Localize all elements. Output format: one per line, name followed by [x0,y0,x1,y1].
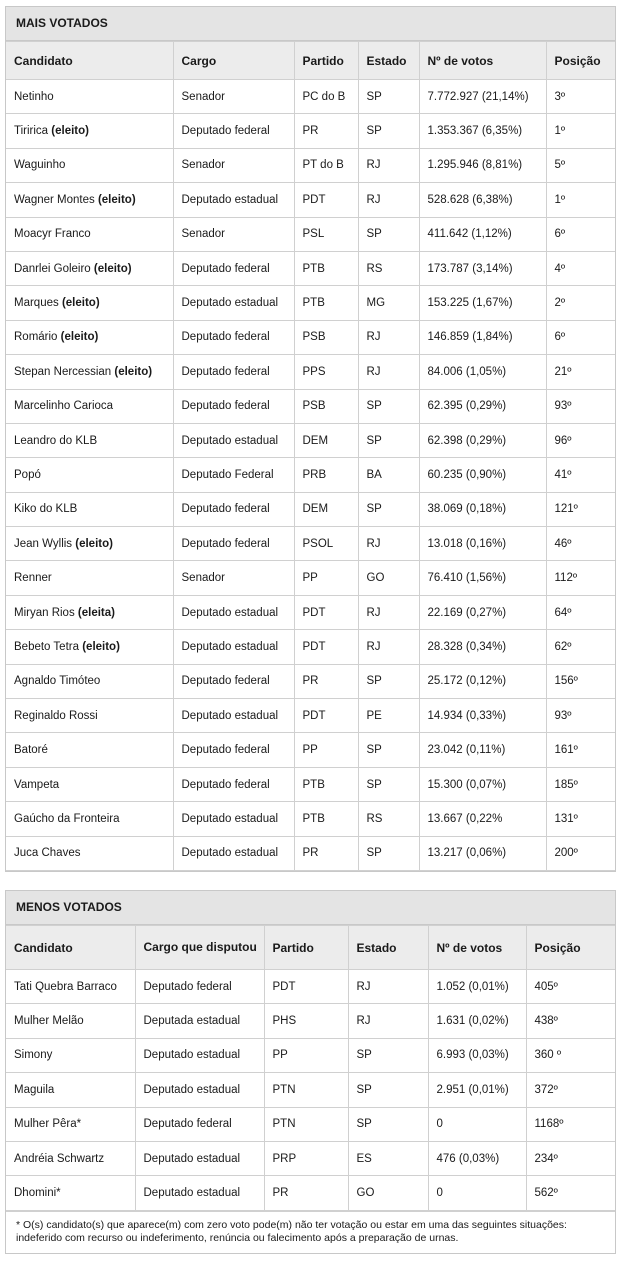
col-header-posicao: Posição [546,42,615,80]
mais-votados-title: MAIS VOTADOS [6,7,615,41]
cell-estado: RJ [348,1004,428,1038]
cell-estado: RJ [348,970,428,1004]
table-row [6,389,615,423]
table-row [6,492,615,526]
cell-votos: 173.787 (3,14%) [419,251,546,285]
cell-estado: RJ [358,630,419,664]
cell-posicao: 96º [546,423,615,457]
cell-estado: RS [358,802,419,836]
cell-votos: 0 [428,1107,526,1141]
cell-cargo: Deputada estadual [135,1004,264,1038]
col-header-votos: Nº de votos [419,42,546,80]
cell-cargo: Deputado Federal [173,458,294,492]
cell-votos: 2.951 (0,01%) [428,1073,526,1107]
candidate-name: Juca Chaves [14,847,81,860]
cell-cargo: Deputado estadual [173,802,294,836]
cell-partido: PTB [294,802,358,836]
cell-partido: PR [294,836,358,870]
cell-estado: RJ [358,148,419,182]
cell-cargo: Deputado estadual [173,286,294,320]
cell-votos: 14.934 (0,33%) [419,699,546,733]
cell-posicao: 200º [546,836,615,870]
candidate-name: Kiko do KLB [14,503,78,516]
cell-estado: SP [358,767,419,801]
cell-cargo: Deputado estadual [173,183,294,217]
cell-votos: 153.225 (1,67%) [419,286,546,320]
cell-candidato: Tati Quebra Barraco [6,970,135,1004]
cell-estado: SP [358,664,419,698]
cell-estado: MG [358,286,419,320]
cell-posicao: 93º [546,699,615,733]
table-row [6,355,615,389]
cell-candidato: Simony [6,1038,135,1072]
cell-cargo: Deputado federal [173,767,294,801]
cell-cargo: Deputado estadual [135,1073,264,1107]
candidate-name: Popó [14,468,41,481]
candidate-name: Marcelinho Carioca [14,400,114,413]
cell-votos: 13.018 (0,16%) [419,527,546,561]
cell-votos: 15.300 (0,07%) [419,767,546,801]
cell-votos: 62.395 (0,29%) [419,389,546,423]
candidate-name: Waguinho [14,159,66,172]
cell-posicao: 3º [546,80,615,114]
cell-cargo: Deputado federal [173,527,294,561]
cell-candidato [6,664,173,698]
cell-candidato [6,183,173,217]
cell-candidato [6,630,173,664]
table-row [6,802,615,836]
col-header-candidato: Candidato [6,926,135,970]
cell-candidato: Mulher Melão [6,1004,135,1038]
cell-posicao: 121º [546,492,615,526]
cell-partido: PTB [294,251,358,285]
cell-cargo: Deputado estadual [173,423,294,457]
candidate-name: Netinho [14,90,54,103]
table-header-row [6,926,615,970]
elected-tag: (eleito) [114,365,153,378]
candidate-name: Romário [14,331,58,344]
cell-votos: 28.328 (0,34%) [419,630,546,664]
cell-cargo: Deputado estadual [173,836,294,870]
cell-cargo: Deputado estadual [173,630,294,664]
cell-candidato: Mulher Pêra* [6,1107,135,1141]
table-header-row [6,42,615,80]
cell-votos: 60.235 (0,90%) [419,458,546,492]
cell-votos: 1.052 (0,01%) [428,970,526,1004]
cell-candidato: Andréia Schwartz [6,1141,135,1175]
cell-cargo: Deputado federal [173,733,294,767]
cell-cargo: Deputado estadual [135,1141,264,1175]
col-header-partido: Partido [264,926,348,970]
cell-partido: PDT [294,630,358,664]
candidate-name: Gaúcho da Fronteira [14,812,120,825]
cell-candidato [6,595,173,629]
table-row [6,733,615,767]
cell-partido: PTN [264,1107,348,1141]
cell-candidato [6,802,173,836]
cell-partido: PT do B [294,148,358,182]
cell-posicao: 185º [546,767,615,801]
cell-votos: 38.069 (0,18%) [419,492,546,526]
cell-votos: 7.772.927 (21,14%) [419,80,546,114]
cell-cargo: Deputado estadual [173,699,294,733]
cell-posicao: 1º [546,183,615,217]
cell-posicao: 234º [526,1141,615,1175]
elected-tag: (eleito) [51,125,89,138]
cell-candidato [6,80,173,114]
col-header-posicao: Posição [526,926,615,970]
cell-posicao: 112º [546,561,615,595]
cell-partido: PDT [264,970,348,1004]
candidate-name: Marques [14,297,59,310]
cell-votos: 84.006 (1,05%) [419,355,546,389]
cell-partido: PP [264,1038,348,1072]
col-header-votos: Nº de votos [428,926,526,970]
cell-estado: RJ [358,527,419,561]
cell-partido: PSOL [294,527,358,561]
table-row [6,423,615,457]
table-row [6,80,615,114]
candidate-name: Miryan Rios [14,606,75,619]
cell-partido: PSL [294,217,358,251]
table-row [6,183,615,217]
cell-partido: PTN [264,1073,348,1107]
cell-estado: ES [348,1141,428,1175]
col-header-estado: Estado [358,42,419,80]
cell-votos: 6.993 (0,03%) [428,1038,526,1072]
cell-candidato [6,492,173,526]
candidate-name: Agnaldo Timóteo [14,675,101,688]
cell-posicao: 6º [546,217,615,251]
table-row [6,561,615,595]
cell-posicao: 5º [546,148,615,182]
cell-candidato [6,251,173,285]
candidate-name: Renner [14,572,52,585]
cell-estado: SP [348,1073,428,1107]
cell-cargo: Senador [173,561,294,595]
cell-posicao: 62º [546,630,615,664]
cell-posicao: 6º [546,320,615,354]
elected-tag: (eleito) [60,331,99,344]
cell-cargo: Senador [173,80,294,114]
table-row [6,970,615,1004]
elected-tag: (eleito) [82,640,120,653]
cell-cargo: Deputado federal [173,355,294,389]
cell-cargo: Deputado estadual [135,1038,264,1072]
cell-estado: SP [358,733,419,767]
table-row [6,217,615,251]
cell-estado: RS [358,251,419,285]
cell-candidato [6,286,173,320]
candidate-name: Stepan Nercessian [14,365,112,378]
cell-posicao: 41º [546,458,615,492]
table-row [6,1073,615,1107]
cell-partido: PHS [264,1004,348,1038]
table-row [6,114,615,148]
cell-partido: PTB [294,767,358,801]
cell-votos: 1.295.946 (8,81%) [419,148,546,182]
menos-votados-title: MENOS VOTADOS [6,891,615,925]
table-row [6,767,615,801]
cell-partido: PRP [264,1141,348,1175]
cell-votos: 13.667 (0,22% [419,802,546,836]
elected-tag: (eleita) [77,606,115,619]
cell-votos: 0 [428,1176,526,1210]
elected-tag: (eleito) [93,262,132,275]
candidate-name: Reginaldo Rossi [14,709,98,722]
cell-partido: PC do B [294,80,358,114]
table-row [6,630,615,664]
candidate-name: Jean Wyllis [14,537,73,550]
menos-votados-panel [5,890,616,1254]
cell-partido: PPS [294,355,358,389]
cell-estado: SP [358,389,419,423]
col-header-partido: Partido [294,42,358,80]
table-row [6,699,615,733]
cell-votos: 23.042 (0,11%) [419,733,546,767]
cell-posicao: 21º [546,355,615,389]
cell-votos: 146.859 (1,84%) [419,320,546,354]
cell-posicao: 360 º [526,1038,615,1072]
table-row [6,458,615,492]
candidate-name: Tiririca [14,125,49,138]
cell-partido: PP [294,733,358,767]
cell-candidato [6,458,173,492]
cell-cargo: Deputado federal [135,1107,264,1141]
cell-estado: SP [348,1107,428,1141]
cell-posicao: 46º [546,527,615,561]
table-row [6,1141,615,1175]
cell-votos: 1.631 (0,02%) [428,1004,526,1038]
candidate-name: Leandro do KLB [14,434,98,447]
cell-partido: PSB [294,320,358,354]
cell-partido: PDT [294,595,358,629]
elected-tag: (eleito) [97,193,136,206]
cell-estado: RJ [358,595,419,629]
cell-cargo: Deputado federal [173,492,294,526]
mais-votados-table [6,41,615,871]
cell-posicao: 1º [546,114,615,148]
cell-votos: 528.628 (6,38%) [419,183,546,217]
cell-candidato [6,389,173,423]
cell-posicao: 161º [546,733,615,767]
elected-tag: (eleito) [75,537,113,550]
elected-tag: (eleito) [61,297,100,310]
cell-votos: 411.642 (1,12%) [419,217,546,251]
table-row [6,664,615,698]
menos-votados-table [6,925,615,1211]
cell-estado: SP [348,1038,428,1072]
cell-posicao: 1168º [526,1107,615,1141]
table-row [6,1176,615,1210]
candidate-name: Danrlei Goleiro [14,262,91,275]
cell-candidato: Maguila [6,1073,135,1107]
cell-partido: PDT [294,183,358,217]
cell-cargo: Senador [173,217,294,251]
cell-cargo: Deputado federal [173,389,294,423]
cell-cargo: Deputado federal [135,970,264,1004]
cell-partido: DEM [294,423,358,457]
cell-estado: SP [358,836,419,870]
footnote: * O(s) candidato(s) que aparece(m) com zero voto pode(m) não ter votação ou estar em uma das seguintes situações: indeferido com recurso ou indeferimento, renúncia ou falecimento após a preparação de urnas. [6,1211,615,1253]
cell-candidato [6,733,173,767]
table-row [6,527,615,561]
cell-posicao: 2º [546,286,615,320]
cell-posicao: 438º [526,1004,615,1038]
cell-cargo: Deputado federal [173,251,294,285]
cell-estado: BA [358,458,419,492]
cell-estado: GO [358,561,419,595]
table-row [6,148,615,182]
cell-partido: PDT [294,699,358,733]
table-row [6,595,615,629]
cell-cargo: Deputado federal [173,664,294,698]
col-header-cargo: Cargo que disputou [135,926,264,970]
table-row [6,286,615,320]
cell-posicao: 405º [526,970,615,1004]
table-row [6,1107,615,1141]
cell-cargo: Deputado estadual [135,1176,264,1210]
cell-partido: PTB [294,286,358,320]
cell-votos: 1.353.367 (6,35%) [419,114,546,148]
col-header-cargo: Cargo [173,42,294,80]
cell-estado: PE [358,699,419,733]
cell-candidato: Dhomini* [6,1176,135,1210]
cell-candidato [6,836,173,870]
cell-estado: GO [348,1176,428,1210]
cell-votos: 13.217 (0,06%) [419,836,546,870]
cell-cargo: Deputado federal [173,320,294,354]
table-row [6,251,615,285]
cell-estado: RJ [358,320,419,354]
cell-posicao: 372º [526,1073,615,1107]
col-header-candidato: Candidato [6,42,173,80]
candidate-name: Bebeto Tetra [14,640,80,653]
cell-estado: SP [358,80,419,114]
cell-votos: 76.410 (1,56%) [419,561,546,595]
cell-votos: 25.172 (0,12%) [419,664,546,698]
cell-votos: 62.398 (0,29%) [419,423,546,457]
candidate-name: Moacyr Franco [14,228,91,241]
candidate-name: Wagner Montes [14,193,95,206]
cell-partido: PR [294,664,358,698]
cell-estado: SP [358,492,419,526]
table-row [6,1038,615,1072]
cell-candidato [6,699,173,733]
cell-partido: PRB [294,458,358,492]
cell-estado: SP [358,217,419,251]
cell-candidato [6,217,173,251]
candidate-name: Batoré [14,744,48,757]
cell-posicao: 131º [546,802,615,836]
cell-posicao: 4º [546,251,615,285]
cell-candidato [6,423,173,457]
cell-partido: PR [294,114,358,148]
cell-estado: RJ [358,355,419,389]
cell-cargo: Deputado federal [173,114,294,148]
cell-votos: 22.169 (0,27%) [419,595,546,629]
cell-votos: 476 (0,03%) [428,1141,526,1175]
cell-candidato [6,148,173,182]
cell-cargo: Senador [173,148,294,182]
cell-estado: SP [358,114,419,148]
cell-candidato [6,561,173,595]
cell-cargo: Deputado estadual [173,595,294,629]
cell-posicao: 156º [546,664,615,698]
table-row [6,1004,615,1038]
mais-votados-panel [5,6,616,872]
cell-partido: PP [294,561,358,595]
cell-partido: PR [264,1176,348,1210]
table-row [6,836,615,870]
cell-candidato [6,767,173,801]
cell-candidato [6,320,173,354]
table-row [6,320,615,354]
cell-partido: DEM [294,492,358,526]
cell-posicao: 562º [526,1176,615,1210]
cell-candidato [6,114,173,148]
col-header-estado: Estado [348,926,428,970]
cell-posicao: 64º [546,595,615,629]
cell-candidato [6,355,173,389]
cell-posicao: 93º [546,389,615,423]
cell-estado: RJ [358,183,419,217]
candidate-name: Vampeta [14,778,60,791]
cell-estado: SP [358,423,419,457]
cell-partido: PSB [294,389,358,423]
cell-candidato [6,527,173,561]
